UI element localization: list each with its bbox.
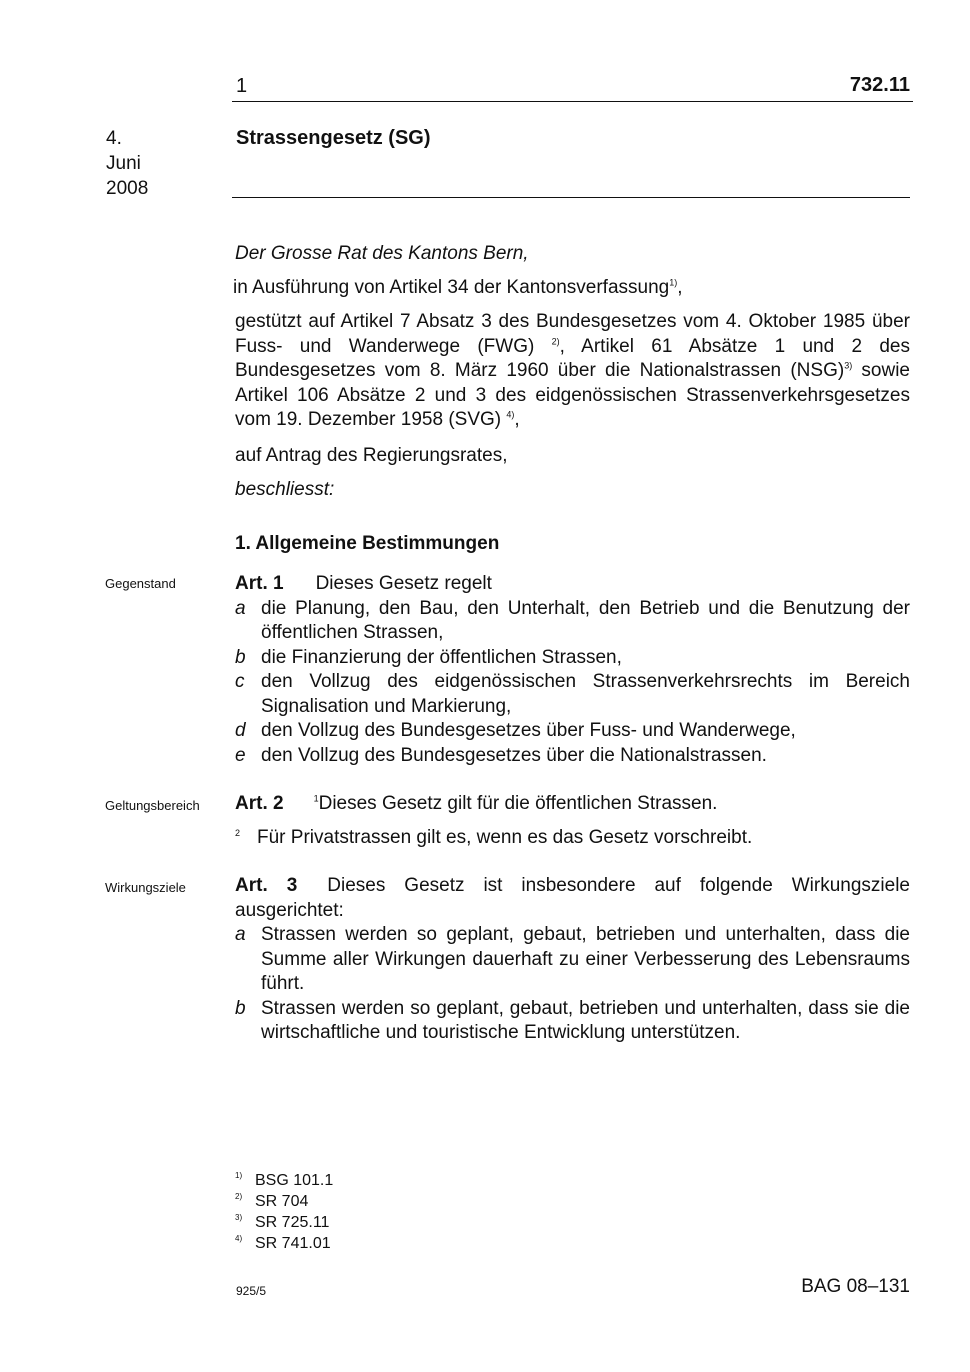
footnote-ref-3: 3) xyxy=(844,360,853,371)
article-3 xyxy=(235,874,910,1046)
item-letter: a xyxy=(235,924,246,945)
footnote-text: SR 704 xyxy=(255,1193,309,1210)
item-text: den Vollzug des Bundesgesetzes über die Nationalstrassen. xyxy=(261,744,767,766)
art2-para1-number: 1 xyxy=(313,793,319,804)
item-letter: e xyxy=(235,744,246,766)
footnote xyxy=(235,1191,333,1212)
footnote-mark: 4) xyxy=(235,1234,243,1243)
item-text: Strassen werden so geplant, gebaut, betrieben und unterhalten, dass sie die wirtschaftliche und touristische Entwicklung unterstützen. xyxy=(261,997,910,1043)
title-rule xyxy=(232,197,910,198)
art2-paragraph-2 xyxy=(235,826,910,851)
preamble-p2-part-c: sowie Artikel 106 Absätze 2 und 3 des eidgenössischen Strassenverkehrsgesetzes vom 19. Dezember 1958 (SVG) xyxy=(235,360,910,430)
footnote-text: BSG 101.1 xyxy=(255,1172,334,1189)
item-letter: d xyxy=(235,720,246,741)
footnote-mark: 1) xyxy=(235,1171,243,1180)
item-letter: b xyxy=(235,646,246,668)
document-number: 732.11 xyxy=(849,74,910,96)
footnote-text: SR 741.01 xyxy=(255,1235,331,1252)
art2-label: Art. 2 xyxy=(235,793,284,814)
art1-item xyxy=(235,597,910,646)
art2-margin-note: Geltungsbereich xyxy=(105,798,200,813)
preamble-p2-part-b: , Artikel 61 Absätze 1 und 2 des Bundesgesetzes vom 8. März 1960 über die Nationalstrassen (NSG) xyxy=(235,335,910,381)
item-letter: b xyxy=(235,997,246,1019)
document-title: Strassengesetz (SG) xyxy=(236,127,431,149)
footnotes xyxy=(235,1170,333,1254)
preamble-authority: Der Grosse Rat des Kantons Bern, xyxy=(235,243,529,264)
art2-para1: Dieses Gesetz gilt für die öffentlichen Strassen. xyxy=(318,793,718,814)
art1-label: Art. 1 xyxy=(235,573,284,594)
footnote-mark: 2) xyxy=(235,1192,243,1201)
art3-intro: Dieses Gesetz ist insbesondere auf folgende Wirkungsziele ausgerichtet: xyxy=(235,875,910,921)
footer-reference: BAG 08–131 xyxy=(801,1276,910,1297)
preamble-paragraph-1: in Ausführung von Artikel 34 der Kantonsverfassung$^{1)}$, xyxy=(233,277,683,298)
art3-item xyxy=(235,923,910,997)
header-rule xyxy=(232,101,913,102)
footer-code: 925/5 xyxy=(236,1284,267,1298)
item-text: die Finanzierung der öffentlichen Strassen, xyxy=(261,646,622,668)
art2-para2: Für Privatstrassen gilt es, wenn es das Gesetz vorschreibt. xyxy=(257,827,753,848)
art1-intro: Dieses Gesetz regelt xyxy=(315,573,492,594)
enactment-date xyxy=(106,126,148,201)
art3-label: Art. 3 xyxy=(235,875,298,896)
art1-item xyxy=(235,744,910,769)
date-month: Juni xyxy=(106,153,141,174)
item-letter: a xyxy=(235,597,246,619)
footnote xyxy=(235,1170,333,1191)
item-text: die Planung, den Bau, den Unterhalt, den Betrieb und die Benutzung der öffentlichen Strassen, xyxy=(261,597,910,643)
article-2 xyxy=(235,792,910,817)
preamble-p2-part-a: gestützt auf Artikel 7 Absatz 3 des Bundesgesetzes vom 4. Oktober 1985 über Fuss- und Wanderwege (FWG) xyxy=(235,311,910,357)
footnote xyxy=(235,1212,333,1233)
section-heading: 1. Allgemeine Bestimmungen xyxy=(235,533,500,554)
item-text: den Vollzug des eidgenössischen Strassenverkehrsrechts im Bereich Signalisation und Markierung, xyxy=(261,671,910,717)
art2-para2-number: 2 xyxy=(235,828,241,838)
item-text: Strassen werden so geplant, gebaut, betrieben und unterhalten, dass die Summe aller Wirkungen dauerhaft zu einer Verbesserung des Lebensraums führt. xyxy=(261,924,910,994)
page-number: 1 xyxy=(236,75,248,97)
footnote-ref-4: 4) xyxy=(506,409,515,420)
preamble-paragraph-2: gestützt auf Artikel 7 Absatz 3 des Bundesgesetzes vom 4. Oktober 1985 über Fuss- und Wanderwege (FWG) $^{2)}$, Artikel 61 Absätze 1 und 2 des Bundesgesetzes vom 8. März 1960 über die Nationalstrassen (NSG)$^{3)}$ sowie Artikel 106 Absätze 2 und 3 des eidgenössischen Strassenverkehrsgesetzes vom 19. Dezember 1958 (SVG) $^{4)}$, xyxy=(235,311,910,430)
art3-margin-note: Wirkungsziele xyxy=(105,880,186,895)
footnote-text: SR 725.11 xyxy=(255,1214,330,1231)
art1-margin-note: Gegenstand xyxy=(105,576,176,591)
item-text: den Vollzug des Bundesgesetzes über Fuss- und Wanderwege, xyxy=(261,720,796,741)
date-year: 2008 xyxy=(106,178,149,199)
preamble-p1-text: in Ausführung von Artikel 34 der Kantonsverfassung xyxy=(233,277,670,298)
footnote xyxy=(235,1233,333,1254)
item-letter: c xyxy=(235,671,245,692)
art3-intro-line xyxy=(235,874,910,923)
footnote-ref-1: 1) xyxy=(669,277,678,288)
art1-item xyxy=(235,646,910,671)
art1-item xyxy=(235,670,910,719)
art1-intro-line xyxy=(235,572,910,597)
footnote-mark: 3) xyxy=(235,1213,243,1222)
article-1 xyxy=(235,572,910,768)
art1-item xyxy=(235,719,910,744)
preamble-paragraph-3: auf Antrag des Regierungsrates, xyxy=(235,445,508,466)
footnote-ref-2: 2) xyxy=(551,336,560,347)
preamble-resolves: beschliesst: xyxy=(235,479,335,500)
art3-item xyxy=(235,997,910,1046)
date-day: 4. xyxy=(106,128,122,149)
